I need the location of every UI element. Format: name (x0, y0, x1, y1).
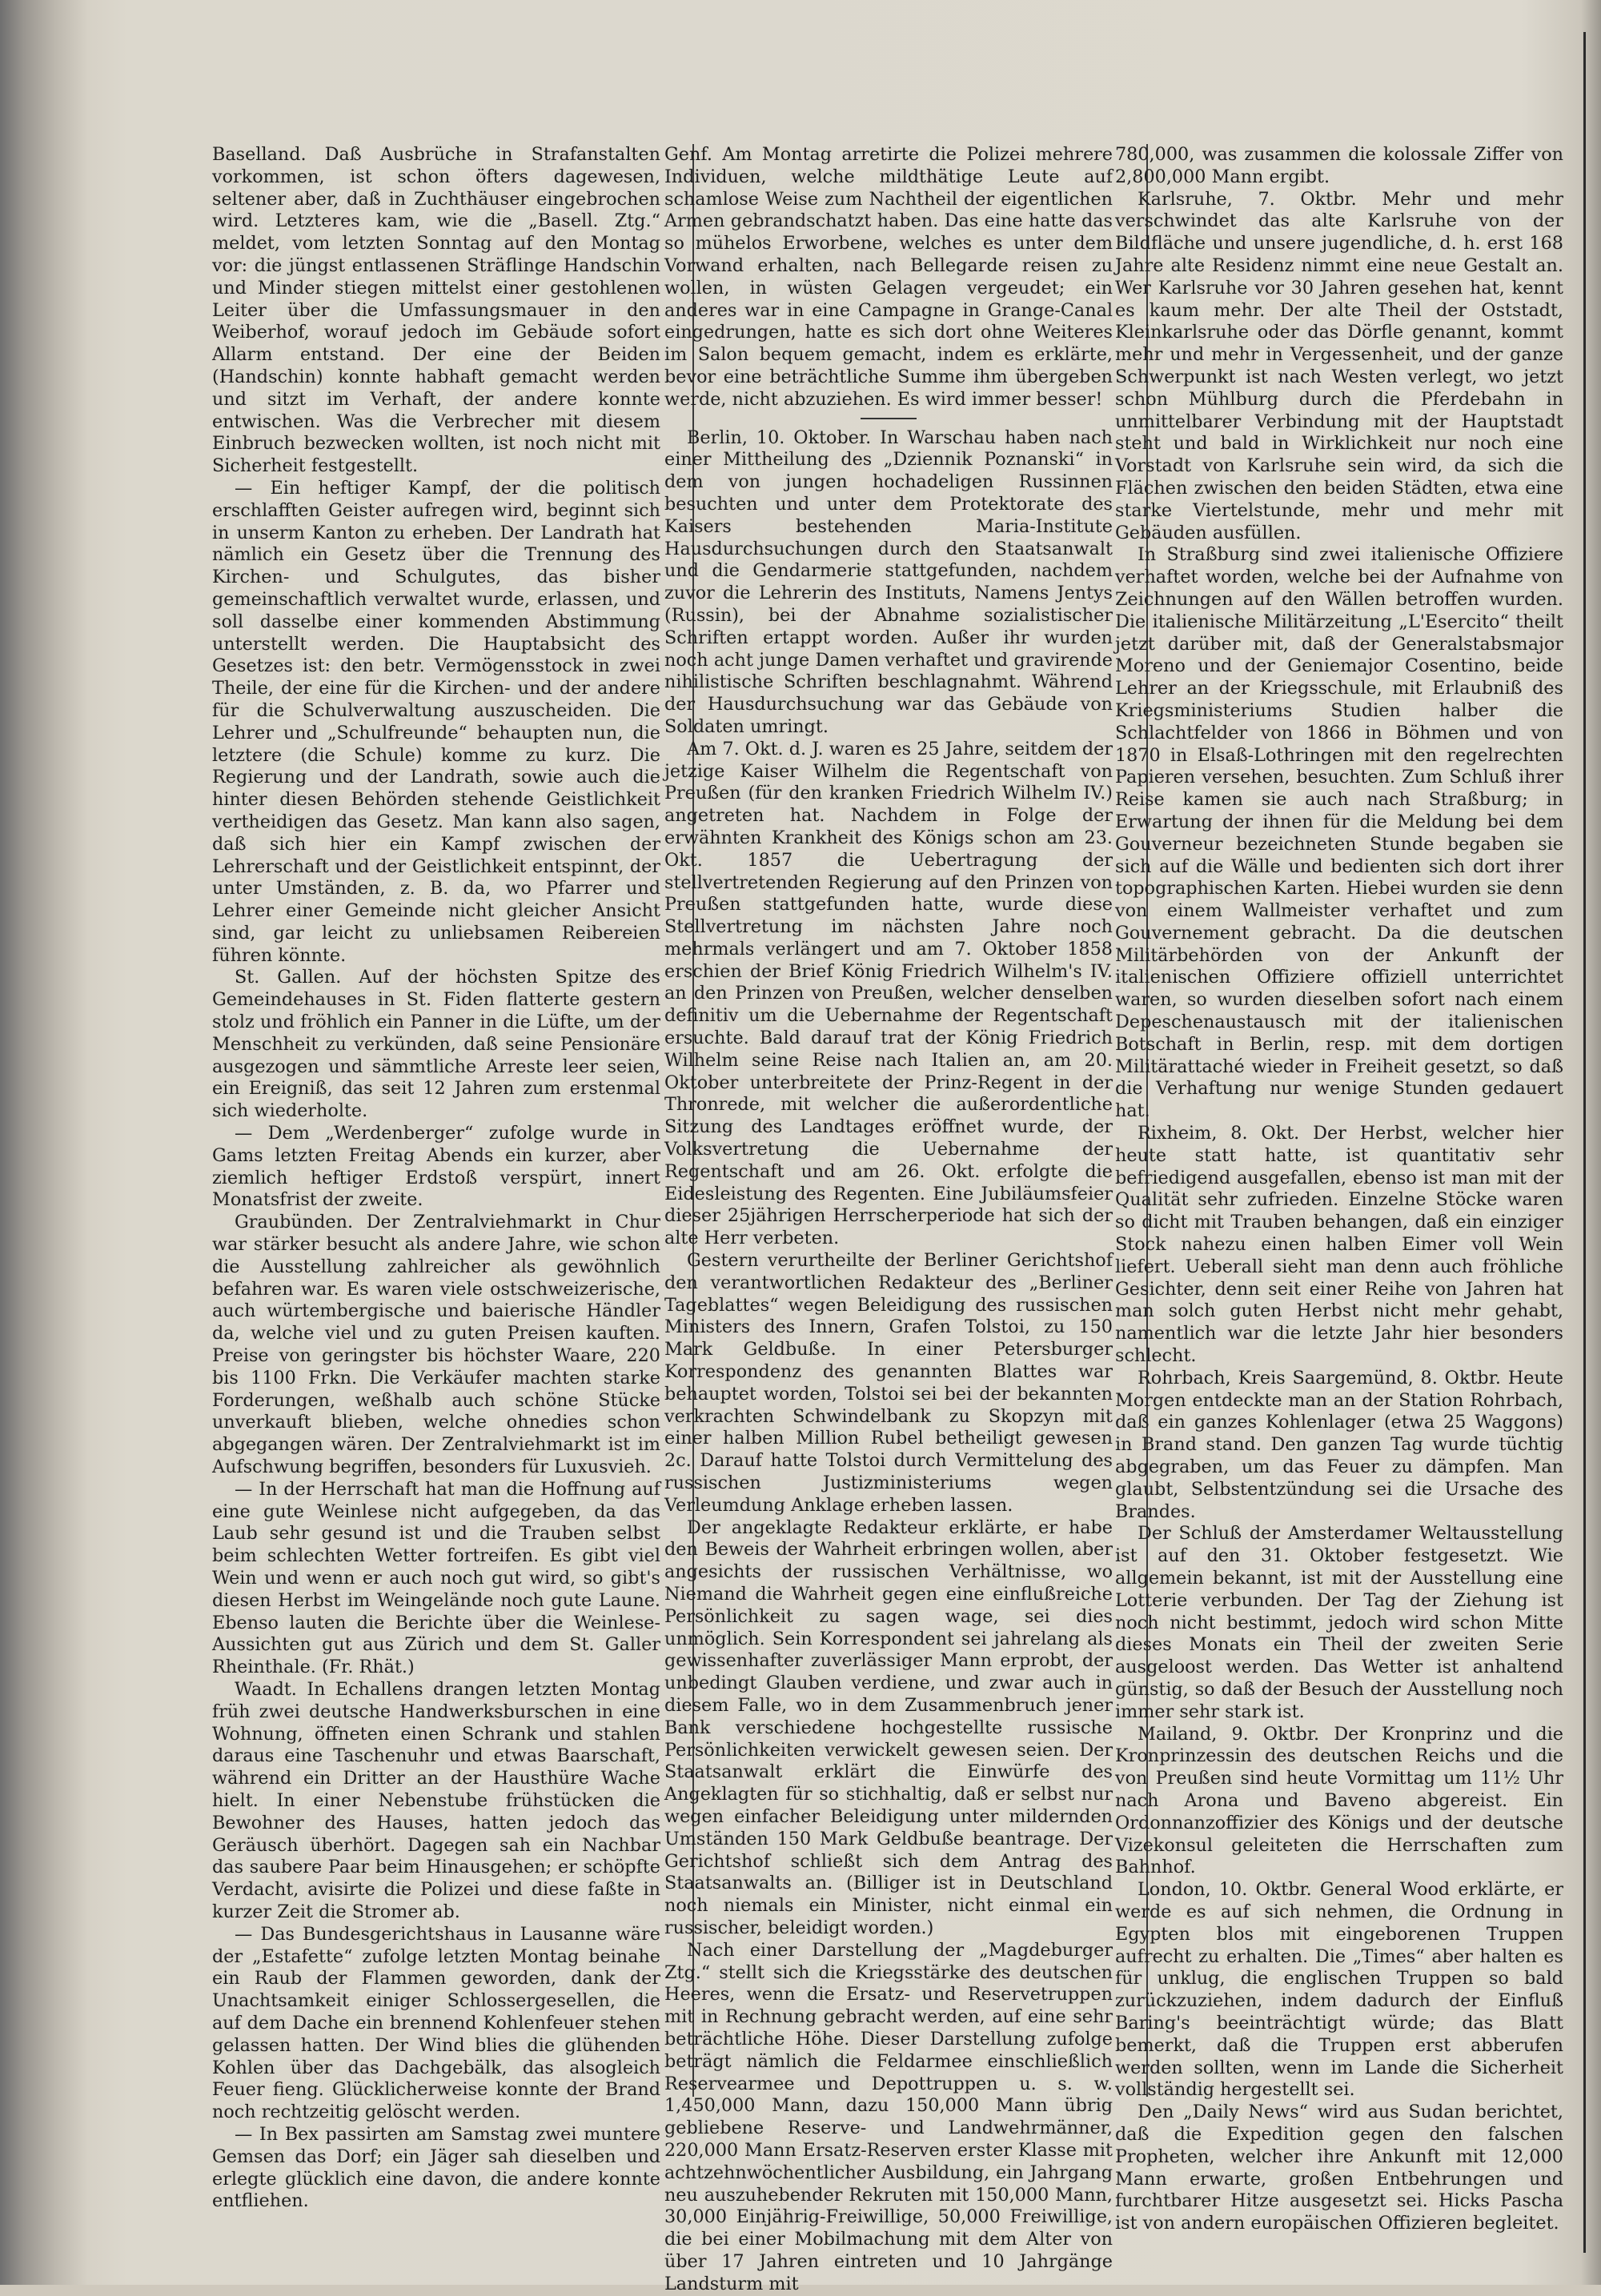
article-gams: — Dem „Werdenberger“ zufolge wurde in Gams letzten Freitag Abends ein kurzer, aber ziemlich heftiger Erdstoß verspürt, innert Monatsfrist der zweite. (212, 1123, 660, 1212)
article-amsterdam: Der Schluß der Amsterdamer Weltausstellung ist auf den 31. Oktober festgesetzt. Wie allgemein bekannt, ist mit der Ausstellung eine Lotterie verbunden. Der Tag der Ziehung ist noch nicht bestimmt, jedoch wird schon Mitte dieses Monats ein Theil der zweiten Serie ausgeloost werden. Das Wetter ist anhaltend günstig, so daß der Besuch der Ausstellung noch immer sehr stark ist. (1115, 1523, 1563, 1723)
article-rohrbach: Rohrbach, Kreis Saargemünd, 8. Oktbr. Heute Morgen entdeckte man an der Station Rohrbach, daß ein ganzes Kohlenlager (etwa 25 Waggons) in Brand stand. Den ganzen Tag wurde tüchtig abgegraben, um das Feuer zu dämpfen. Man glaubt, Selbstentzündung sei die Ursache des Brandes. (1115, 1368, 1563, 1524)
article-london: London, 10. Oktbr. General Wood erklärte, er werde es auf sich nehmen, die Ordnung in Egypten blos mit eingeborenen Truppen aufrecht zu erhalten. Die „Times“ aber halten es für unklug, die englischen Truppen so bald zurückzuziehen, indem dadurch der Einfluß Baring's beeinträchtigt würde; das Blatt bemerkt, daß die Truppen erst abberufen werden sollten, wenn im Lande die Sicherheit vollständig hergestellt sei. (1115, 1879, 1563, 2102)
article-strassburg: In Straßburg sind zwei italienische Offiziere verhaftet worden, welche bei der Aufnahme von Zeichnungen auf den Wällen betroffen wurden. Die italienische Militärzeitung „L'Esercito“ theilt jetzt darüber mit, daß der Generalstabsmajor Moreno und der Geniemajor Cosentino, beide Lehrer an der Kriegsschule, mit Erlaubniß des Kriegsministeriums Studien halber die Schlachtfelder von 1866 in Böhmen und von 1870 in Elsaß-Lothringen mit den regelrechten Papieren versehen, besuchten. Zum Schluß ihrer Reise kamen sie auch nach Straßburg; in Erwartung der ihnen für die Meldung bei dem Gouverneur bezeichneten Stunde begaben sie sich auf die Wälle und bedienten sich dort ihrer topographischen Karten. Hiebei wurden sie denn von einem Wallmeister verhaftet und zum Gouvernement gebracht. Da die deutschen Militärbehörden von der Ankunft der italienischen Offiziere offiziell unterrichtet waren, so wurden dieselben sofort nach einem Depeschenaustausch mit der italienischen Botschaft in Berlin, resp. mit dem dortigen Militärattaché wieder in Freiheit gesetzt, so daß die Verhaftung nur wenige Stunden gedauert hat. (1115, 544, 1563, 1123)
article-graubuenden: Graubünden. Der Zentralviehmarkt in Chur war stärker besucht als andere Jahre, wie schon die Ausstellung zahlreicher als gewöhnlich befahren war. Es waren viele ostschweizerische, auch würtembergische und baierische Händler da, welche viel und zu guten Preisen kauften. Preise von geringster bis höchster Waare, 220 bis 1100 Frkn. Die Verkäufer machten starke Forderungen, weßhalb auch schöne Stücke unverkauft blieben, welche ohnedies schon abgegangen wären. Der Zentralviehmarkt ist im Aufschwung begriffen, besonders für Luxusvieh. (212, 1212, 660, 1479)
article-kampf: — Ein heftiger Kampf, der die politisch erschlafften Geister aufregen wird, beginnt sich in unserm Kanton zu erheben. Der Landrath hat nämlich ein Gesetz über die Trennung des Kirchen- und Schulgutes, das bisher gemeinschaftlich verwaltet wurde, erlassen, und soll dasselbe einer kommenden Abstimmung unterstellt werden. Die Hauptabsicht des Gesetzes ist: den betr. Vermögensstock in zwei Theile, der eine für die Kirchen- und der andere für die Schulverwaltung auszuscheiden. Die Lehrer und „Schulfreunde“ behaupten nun, die letztere (die Schule) komme zu kurz. Die Regierung und der Landrath, sowie auch die hinter diesen Behörden stehende Geistlichkeit vertheidigen das Gesetz. Man kann also sagen, daß sich hier ein Kampf zwischen der Lehrerschaft und der Geistlichkeit entspinnt, der unter Umständen, z. B. da, wo Pfarrer und Lehrer einer Gemeinde nicht gleicher Ansicht sind, gar leicht zu unliebsamen Reibereien führen könnte. (212, 478, 660, 968)
article-kriegsstaerke: Nach einer Darstellung der „Magdeburger Ztg.“ stellt sich die Kriegsstärke des deutschen Heeres, wenn die Ersatz- und Reservetruppen mit in Rechnung gebracht werden, auf eine sehr beträchtliche Höhe. Dieser Darstellung zufolge beträgt nämlich die Feldarmee einschließlich Reservearmee und Depottruppen u. s. w. 1,450,000 Mann, dazu 150,000 Mann übrig gebliebene Reserve- und Landwehrmänner, 220,000 Mann Ersatz-Reserven erster Klasse mit achtzehnwöchentlicher Ausbildung, ein Jahrgang neu auszuhebender Rekruten mit 150,000 Mann, 30,000 Einjährig-Freiwillige, 50,000 Freiwillige, die bei einer Mobilmachung mit dem Alter von über 17 Jahren eintreten und 10 Jahrgänge Landsturm mit (664, 1940, 1113, 2296)
article-redakteur: Der angeklagte Redakteur erklärte, er habe den Beweis der Wahrheit erbringen wollen, aber angesichts der russischen Verhältnisse, wo Niemand die Wahrheit gegen eine einflußreiche Persönlichkeit zu sagen wage, sei dies unmöglich. Sein Korrespondent sei jahrelang als gewissenhafter zuverlässiger Mann erprobt, der unbedingt Glauben verdiene, und zwar auch in diesem Falle, wo in dem Zusammenbruch jener Bank verschiedene hochgestellte russische Persönlichkeiten verwickelt gewesen seien. Der Staatsanwalt erklärt die Einwürfe des Angeklagten für so stichhaltig, daß er selbst nur wegen einfacher Beleidigung unter mildernden Umständen 150 Mark Geldbuße beantrage. Der Gerichtshof schließt sich dem Antrag des Staatsanwalts an. (Billiger ist in Deutschland noch niemals ein Minister, nicht einmal ein russischer, beleidigt worden.) (664, 1517, 1113, 1940)
article-herrschaft: — In der Herrschaft hat man die Hoffnung auf eine gute Weinlese nicht aufgegeben, da das Laub sehr gesund ist und die Trauben selbst beim schlechten Wetter fortreifen. Es gibt viel Wein und wenn er auch noch gut wird, so gibt's diesen Herbst im Weingelände noch gute Laune. Ebenso lauten die Berichte über die Weinlese-Aussichten gut aus Zürich und dem St. Galler Rheinthale. (Fr. Rhät.) (212, 1479, 660, 1679)
article-lausanne: — Das Bundesgerichtshaus in Lausanne wäre der „Estafette“ zufolge letzten Montag beinahe ein Raub der Flammen geworden, dank der Unachtsamkeit einiger Schlossergesellen, die auf dem Dache ein brennend Kohlenfeuer stehen gelassen hatten. Der Wind blies die glühenden Kohlen über das Dachgebälk, das alsogleich Feuer fieng. Glücklicherweise konnte der Brand noch rechtzeitig gelöscht werden. (212, 1924, 660, 2124)
article-mailand: Mailand, 9. Oktbr. Der Kronprinz und die Kronprinzessin des deutschen Reichs und die von Preußen sind heute Vormittag um 11½ Uhr nach Arona und Baveno abgereist. Ein Ordonnanzoffizier des Königs und der deutsche Vizekonsul geleiteten die Herrschaften zum Bahnhof. (1115, 1724, 1563, 1880)
facing-page-edge (1583, 32, 1586, 2253)
column-1 (212, 144, 660, 2213)
section-divider (861, 418, 917, 419)
article-baselland: Baselland. Daß Ausbrüche in Strafanstalten vorkommen, ist schon öfters dagewesen, seltener aber, daß in Zuchthäuser eingebrochen wird. Letzteres kam, wie die „Basell. Ztg.“ meldet, vom letzten Sonntag auf den Montag vor: die jüngst entlassenen Sträflinge Handschin und Minder stiegen mittelst einer gestohlenen Leiter über die Umfassungsmauer in den Weiberhof, worauf jedoch im Gebäude sofort Allarm entstand. Der eine der Beiden (Handschin) konnte habhaft gemacht werden und sitzt im Verhaft, der andere konnte entwischen. Was die Verbrecher mit diesem Einbruch bezwecken wollten, ist noch nicht mit Sicherheit festgestellt. (212, 144, 660, 478)
article-continuation: 780,000, was zusammen die kolossale Ziffer von 2,800,000 Mann ergibt. (1115, 144, 1563, 189)
article-rixheim: Rixheim, 8. Okt. Der Herbst, welcher hier heute statt hatte, ist quantitativ sehr befriedigend ausgefallen, ebenso ist man mit der Qualität sehr zufrieden. Einzelne Stöcke waren so dicht mit Trauben behangen, daß ein einziger Stock nahezu einen halben Eimer voll Wein liefert. Ueberall sieht man denn auch fröhliche Gesichter, denn seit einer Reihe von Jahren hat man solch guten Herbst nicht mehr gehabt, namentlich war die letzte Jahr hier besonders schlecht. (1115, 1123, 1563, 1368)
article-berlin: Berlin, 10. Oktober. In Warschau haben nach einer Mittheilung des „Dziennik Poznanski“ in dem von jungen hochadeligen Russinnen besuchten und unter dem Protektorate des Kaisers bestehenden Maria-Institute Hausdurchsuchungen durch den Staatsanwalt und die Gendarmerie stattgefunden, nachdem zuvor die Lehrerin des Instituts, Namens Jentys (Russin), bei der Abnahme sozialistischer Schriften ertappt worden. Außer ihr wurden noch acht junge Damen verhaftet und gravirende nihilistische Schriften beschlagnahmt. Während der Hausdurchsuchung war das Gebäude von Soldaten umringt. (664, 427, 1113, 739)
article-st-gallen: St. Gallen. Auf der höchsten Spitze des Gemeindehauses in St. Fiden flatterte gestern stolz und fröhlich ein Panner in die Lüfte, um der Menschheit zu verkünden, daß seine Pensionäre ausgezogen und sämmtliche Arreste leer seien, ein Ereigniß, das seit 12 Jahren zum erstenmal sich wiederholte. (212, 967, 660, 1123)
article-tolstoi: Gestern verurtheilte der Berliner Gerichtshof den verantwortlichen Redakteur des „Berliner Tageblattes“ wegen Beleidigung des russischen Ministers des Innern, Grafen Tolstoi, zu 150 Mark Geldbuße. In einer Petersburger Korrespondenz des genannten Blattes war behauptet worden, Tolstoi sei bei der bekannten verkrachten Schwindelbank zu Skopzyn mit einer halben Million Rubel betheiligt gewesen 2c. Darauf hatte Tolstoi durch Vermittelung des russischen Justizministeriums wegen Verleumdung Anklage erheben lassen. (664, 1250, 1113, 1517)
newspaper-page (164, 144, 1573, 2121)
article-regentschaft: Am 7. Okt. d. J. waren es 25 Jahre, seitdem der jetzige Kaiser Wilhelm die Regentschaft von Preußen (für den kranken Friedrich Wilhelm IV.) angetreten hat. Nachdem in Folge der erwähnten Krankheit des Königs schon am 23. Okt. 1857 die Uebertragung der stellvertretenden Regierung auf den Prinzen von Preußen stattgefunden hatte, wurde diese Stellvertretung im nächsten Jahre noch mehrmals verlängert und am 7. Oktober 1858 erschien der Brief König Friedrich Wilhelm's IV. an den Prinzen von Preußen, welcher denselben definitiv um die Uebernahme der Regentschaft ersuchte. Bald darauf trat der König Friedrich Wilhelm seine Reise nach Italien an, am 20. Oktober unterbreitete der Prinz-Regent in der Thronrede, mit welcher die außerordentliche Sitzung des Landtages eröffnet wurde, der Volksvertretung die Uebernahme der Regentschaft und am 26. Okt. erfolgte die Eidesleistung des Regenten. Eine Jubiläumsfeier dieser 25jährigen Herrscherperiode hat sich der alte Herr verbeten. (664, 739, 1113, 1250)
article-karlsruhe: Karlsruhe, 7. Oktbr. Mehr und mehr verschwindet das alte Karlsruhe von der Bildfläche und unsere jugendliche, d. h. erst 168 Jahre alte Residenz nimmt eine neue Gestalt an. Wer Karlsruhe vor 30 Jahren gesehen hat, kennt es kaum mehr. Der alte Theil der Oststadt, Kleinkarlsruhe oder das Dörfle genannt, kommt mehr und mehr in Vergessenheit, und der ganze Schwerpunkt ist nach Westen verlegt, wo jetzt schon Mühlburg durch die Pferdebahn in unmittelbarer Verbindung mit der Hauptstadt steht und bald in Wirklichkeit nur noch eine Vorstadt von Karlsruhe sein wird, da sich die Flächen zwischen den beiden Städten, etwa eine starke Viertelstunde, mehr und mehr mit Gebäuden ausfüllen. (1115, 189, 1563, 545)
article-genf: Genf. Am Montag arretirte die Polizei mehrere Individuen, welche mildthätige Leute auf schamlose Weise zum Nachtheil der eigentlichen Armen gebrandschatzt haben. Das eine hatte das so mühelos Erworbene, welches es unter dem Vorwand erhalten, nach Bellegarde reisen zu wollen, in wüsten Gelagen vergeudet; ein anderes war in eine Campagne in Grange-Canal eingedrungen, hatte es sich dort ohne Weiteres im Salon bequem gemacht, indem es erklärte, bevor eine beträchtliche Summe ihm übergeben werde, nicht abzuziehen. Es wird immer besser! (664, 144, 1113, 411)
article-bex: — In Bex passirten am Samstag zwei muntere Gemsen das Dorf; ein Jäger sah dieselben und erlegte glücklich eine davon, die andere konnte entfliehen. (212, 2124, 660, 2213)
column-2 (664, 144, 1113, 2296)
article-waadt: Waadt. In Echallens drangen letzten Montag früh zwei deutsche Handwerksburschen in eine Wohnung, öffneten einen Schrank und stahlen daraus eine Taschenuhr und etwas Baarschaft, während ein Dritter an der Hausthüre Wache hielt. In einer Nebenstube frühstücken die Bewohner des Hauses, hatten jedoch das Geräusch überhört. Dagegen sah ein Nachbar das saubere Paar beim Hinausgehen; er schöpfte Verdacht, avisirte die Polizei und diese faßte in kurzer Zeit die Stromer ab. (212, 1679, 660, 1924)
article-sudan: Den „Daily News“ wird aus Sudan berichtet, daß die Expedition gegen den falschen Propheten, welcher ihre Ankunft mit 12,000 Mann erwarte, großen Entbehrungen und furchtbarer Hitze ausgesetzt sei. Hicks Pascha ist von andern europäischen Offizieren begleitet. (1115, 2102, 1563, 2235)
column-3 (1115, 144, 1563, 2235)
